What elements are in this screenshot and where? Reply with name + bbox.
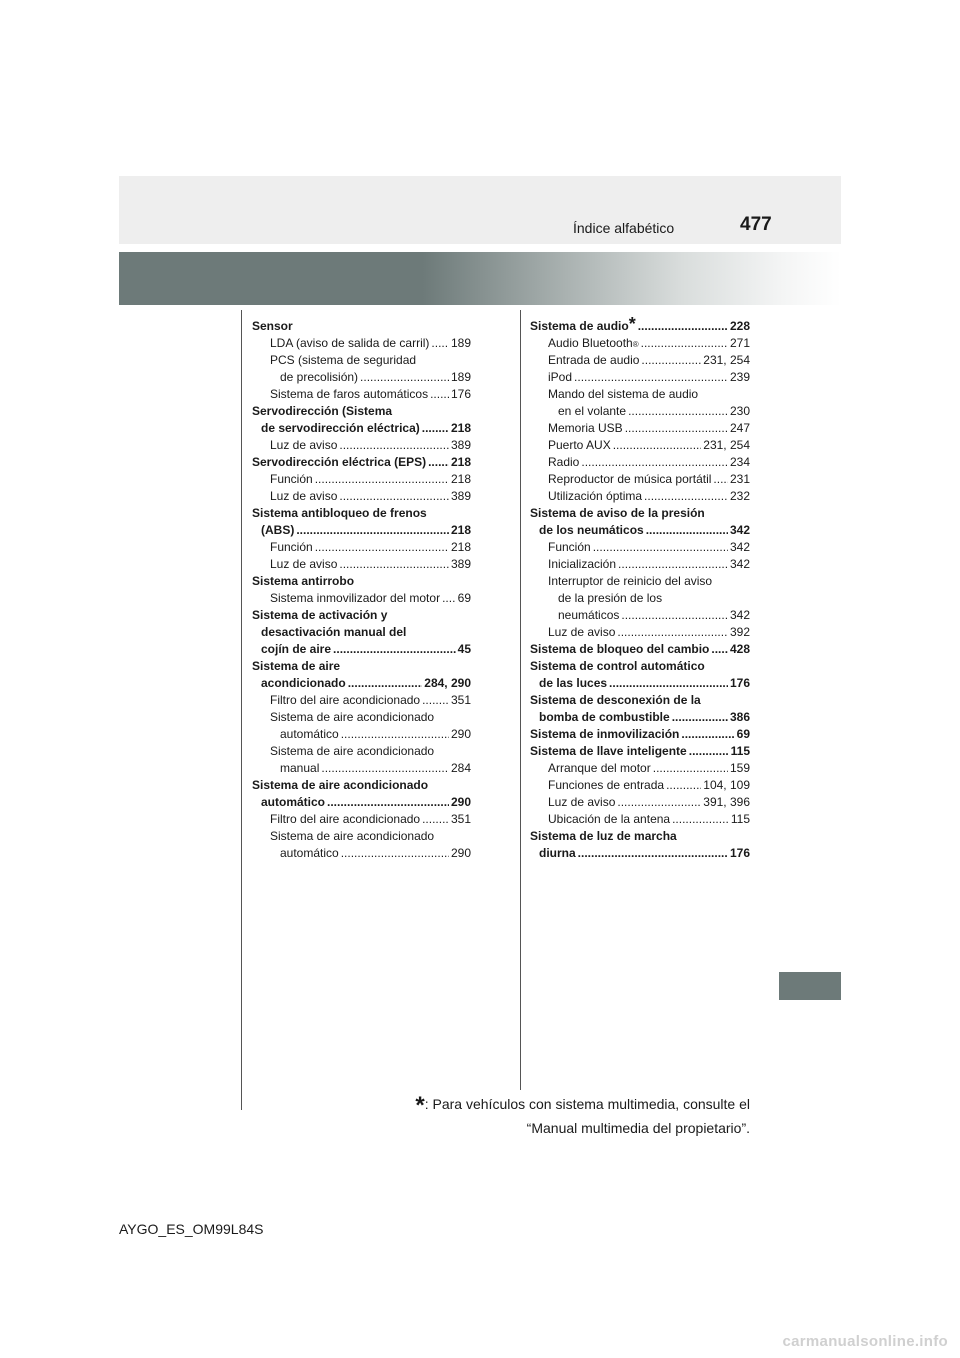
index-entry-term: Servodirección eléctrica (EPS) [252,455,427,469]
index-entry-term: Luz de aviso [270,489,338,503]
index-entry [530,522,750,539]
index-entry-term: Función [548,540,591,554]
index-entry-term: Sistema de aire [252,659,341,673]
left-column-rule [241,310,242,1110]
index-entry-page: 290 [450,727,471,741]
dot-leader [625,420,728,437]
index-column-right [530,314,750,862]
index-entry-page: 189 [450,336,471,350]
index-entry [530,794,750,811]
index-entry [530,777,750,794]
index-entry [252,318,471,335]
index-entry [252,794,471,811]
index-entry [530,658,750,675]
index-entry-page: 392 [729,625,750,639]
index-entry-page: 115 [730,812,750,826]
index-entry-page: 284 [450,761,471,775]
index-entry-term: Sistema de activación y [252,608,388,622]
index-entry-page: 351 [450,812,471,826]
index-entry [252,403,471,420]
index-entry-term: de la presión de los [558,591,663,605]
index-entry-term: de los neumáticos [539,523,644,537]
dot-leader [681,726,734,743]
index-column-left [252,318,471,862]
dot-leader [641,352,701,369]
index-entry-page: 389 [450,489,471,503]
dot-leader [348,675,423,692]
index-entry-page: 386 [729,710,750,724]
index-entry-page: 228 [729,319,750,333]
index-entry-term: Luz de aviso [548,795,616,809]
index-entry-term: Entrada de audio [548,353,640,367]
index-entry-term: Funciones de entrada [548,778,665,792]
index-entry-term: Sistema de luz de marcha [530,829,677,843]
index-entry [530,539,750,556]
dot-leader [578,845,728,862]
section-title: Índice alfabético [573,220,675,236]
index-entry [252,811,471,828]
dot-leader [442,590,456,607]
header-gradient-band [119,252,841,305]
chapter-side-tab [779,972,841,1000]
index-entry-page: 218 [450,472,471,486]
index-entry [252,760,471,777]
index-entry-term: neumáticos [558,608,620,622]
index-entry-term: acondicionado [261,676,346,690]
index-entry-term: Audio Bluetooth [548,336,633,350]
index-entry [530,403,750,420]
index-entry [252,573,471,590]
index-entry [252,471,471,488]
dot-leader [672,811,729,828]
index-entry-term: diurna [539,846,576,860]
index-entry [530,641,750,658]
dot-leader [638,318,728,335]
index-entry-page: 231, 254 [703,438,750,452]
index-entry-term: de precolisión) [280,370,359,384]
index-entry [252,369,471,386]
index-entry [252,454,471,471]
index-entry [252,420,471,437]
dot-leader [428,454,449,471]
index-entry-term: Filtro del aire acondicionado [270,693,421,707]
index-entry-page: 234 [729,455,750,469]
index-entry [530,607,750,624]
index-entry [530,692,750,709]
dot-leader [689,743,729,760]
index-entry-term: Servodirección (Sistema [252,404,393,418]
index-entry [252,522,471,539]
index-entry-term: Luz de aviso [270,557,338,571]
index-entry [252,624,471,641]
dot-leader [360,369,449,386]
dot-leader [609,675,728,692]
dot-leader [296,522,449,539]
index-entry-term: Sistema de llave inteligente [530,744,687,758]
footnote-marker: * [415,1092,425,1119]
index-entry-term: desactivación manual del [261,625,407,639]
index-entry-page: 104, 109 [703,778,750,792]
index-entry-page: 290 [450,795,471,809]
dot-leader [618,556,728,573]
index-entry [252,845,471,862]
index-entry [530,811,750,828]
dot-leader [431,335,449,352]
dot-leader [628,403,728,420]
dot-leader [341,726,449,743]
index-entry-term: Reproductor de música portátil [548,472,712,486]
middle-column-rule [520,310,521,1090]
index-entry-page: 45 [457,642,471,656]
dot-leader [621,607,728,624]
index-entry-term: Sistema de aire acondicionado [270,744,435,758]
dot-leader [641,335,728,352]
index-entry-page: 389 [450,557,471,571]
footnote [415,1093,750,1140]
index-entry-term: Ubicación de la antena [548,812,671,826]
index-entry-term: Luz de aviso [548,625,616,639]
index-entry-term: Puerto AUX [548,438,611,452]
index-entry-page: 218 [450,455,471,469]
footnote-line-2: “Manual multimedia del propietario”. [526,1120,750,1136]
index-entry-term: Interruptor de reinicio del aviso [548,574,713,588]
index-entry-term: cojín de aire [261,642,332,656]
index-entry-page: 290 [450,846,471,860]
index-entry-page: 342 [729,608,750,622]
index-entry-term: (ABS) [261,523,295,537]
index-entry-term: manual [280,761,320,775]
dot-leader [327,794,449,811]
index-entry [530,726,750,743]
index-entry-term: Inicialización [548,557,617,571]
dot-leader [321,760,449,777]
index-entry-term: Radio [548,455,580,469]
index-entry-term: Utilización óptima [548,489,643,503]
index-entry-term: automático [280,846,339,860]
index-entry-term: Sistema de inmovilización [530,727,680,741]
index-entry-term: Sistema antirrobo [252,574,355,588]
index-entry: Audio Bluetooth ® ..... 271 [530,335,750,352]
index-entry [530,845,750,862]
index-entry-term: bomba de combustible [539,710,670,724]
index-entry-term: Función [270,472,313,486]
index-entry-term: Sistema de aire acondicionado [270,710,435,724]
index-entry-term: Sistema de bloqueo del cambio [530,642,710,656]
index-entry-term: automático [280,727,339,741]
index-entry-term: Sistema de desconexión de la [530,693,701,707]
index-entry [252,726,471,743]
index-entry-page: 218 [450,523,471,537]
index-entry-term: Luz de aviso [270,438,338,452]
index-entry-term: Sistema de audio [530,319,629,333]
index-entry [252,539,471,556]
index-entry-term: Sistema de aire acondicionado [252,778,429,792]
watermark: carmanualsonline.info [782,1333,948,1350]
index-entry-page: 231 [729,472,750,486]
index-entry-term: Sensor [252,319,293,333]
index-entry-page: 284, 290 [424,676,471,690]
page-number: 477 [740,214,772,235]
index-entry-term: Función [270,540,313,554]
index-entry-page: 218 [450,540,471,554]
index-entry-term: Memoria USB [548,421,623,435]
index-entry [252,488,471,505]
dot-leader [574,369,728,386]
index-entry-page: 271 [729,336,750,350]
index-entry [530,556,750,573]
index-entry [252,505,471,522]
index-entry [530,590,750,607]
index-entry [252,335,471,352]
index-entry [530,675,750,692]
index-entry-page: 342 [729,557,750,571]
dot-leader [672,709,728,726]
dot-leader [617,624,728,641]
index-entry-term: Arranque del motor [548,761,651,775]
index-entry [252,675,471,692]
index-entry [530,488,750,505]
index-entry [530,471,750,488]
index-entry-term: iPod [548,370,573,384]
index-entry-term: de las luces [539,676,608,690]
index-entry [252,437,471,454]
index-entry [530,386,750,403]
dot-leader [644,488,728,505]
index-entry-page: 247 [729,421,750,435]
index-entry [530,573,750,590]
dot-leader [711,641,728,658]
dot-leader [422,420,449,437]
dot-leader [666,777,701,794]
dot-leader [713,471,728,488]
dot-leader [315,471,449,488]
index-entry-page: 69 [457,591,471,605]
index-entry [252,556,471,573]
dot-leader [653,760,728,777]
dot-leader [339,437,449,454]
index-entry [530,454,750,471]
index-entry-page: 342 [729,523,750,537]
index-entry-page: 232 [729,489,750,503]
dot-leader [617,794,701,811]
index-entry-term: en el volante [558,404,627,418]
dot-leader [646,522,728,539]
index-entry-term: PCS (sistema de seguridad [270,353,417,367]
index-entry [252,777,471,794]
footnote-line-1: : Para vehículos con sistema multimedia, consulte el [424,1096,750,1112]
index-entry-page: 428 [729,642,750,656]
index-entry-page: 159 [729,761,750,775]
dot-leader [422,692,449,709]
dot-leader [315,539,449,556]
index-entry [530,420,750,437]
index-entry [252,658,471,675]
document-code: AYGO_ES_OM99L84S [119,1221,264,1237]
index-entry-page: 239 [729,370,750,384]
index-entry [530,760,750,777]
index-entry [530,505,750,522]
dot-leader [341,845,449,862]
index-entry-page: 231, 254 [703,353,750,367]
dot-leader [581,454,728,471]
index-entry-page: 115 [730,744,750,758]
index-entry-page: 176 [729,676,750,690]
dot-leader [333,641,456,658]
index-entry-page: 230 [729,404,750,418]
index-entry [530,369,750,386]
index-entry-term: Sistema de control automático [530,659,705,673]
index-entry-page: 389 [450,438,471,452]
index-entry [530,828,750,845]
index-entry-term: de servodirección eléctrica) [261,421,420,435]
index-entry [252,386,471,403]
index-entry [252,828,471,845]
index-entry-term: Sistema inmovilizador del motor [270,591,441,605]
dot-leader [613,437,702,454]
index-entry-page: 342 [729,540,750,554]
index-entry [252,743,471,760]
index-entry [530,352,750,369]
index-entry-term: automático [261,795,326,809]
index-entry [530,743,750,760]
dot-leader [593,539,728,556]
index-entry [252,590,471,607]
index-entry [252,692,471,709]
dot-leader [339,488,449,505]
index-entry-term: Sistema de aviso de la presión [530,506,705,520]
index-entry-page: 391, 396 [703,795,750,809]
index-entry [530,624,750,641]
dot-leader [430,386,449,403]
index-entry [252,709,471,726]
index-entry: Sistema de audio * ..... 228 [530,318,750,335]
index-entry-page: 69 [736,727,750,741]
dot-leader [339,556,449,573]
index-entry [530,437,750,454]
dot-leader [422,811,449,828]
index-entry-page: 176 [729,846,750,860]
index-entry-term: Sistema de faros automáticos [270,387,429,401]
index-entry-term: Mando del sistema de audio [548,387,699,401]
index-entry [252,641,471,658]
index-entry-term: Filtro del aire acondicionado [270,812,421,826]
index-entry [530,709,750,726]
index-entry-page: 351 [450,693,471,707]
index-entry [252,607,471,624]
index-entry-page: 189 [450,370,471,384]
index-entry-term: Sistema antibloqueo de frenos [252,506,427,520]
index-entry [252,352,471,369]
index-entry-page: 218 [450,421,471,435]
index-entry-term: LDA (aviso de salida de carril) [270,336,430,350]
header-band [119,176,841,244]
index-entry-page: 176 [450,387,471,401]
index-entry-term: Sistema de aire acondicionado [270,829,435,843]
